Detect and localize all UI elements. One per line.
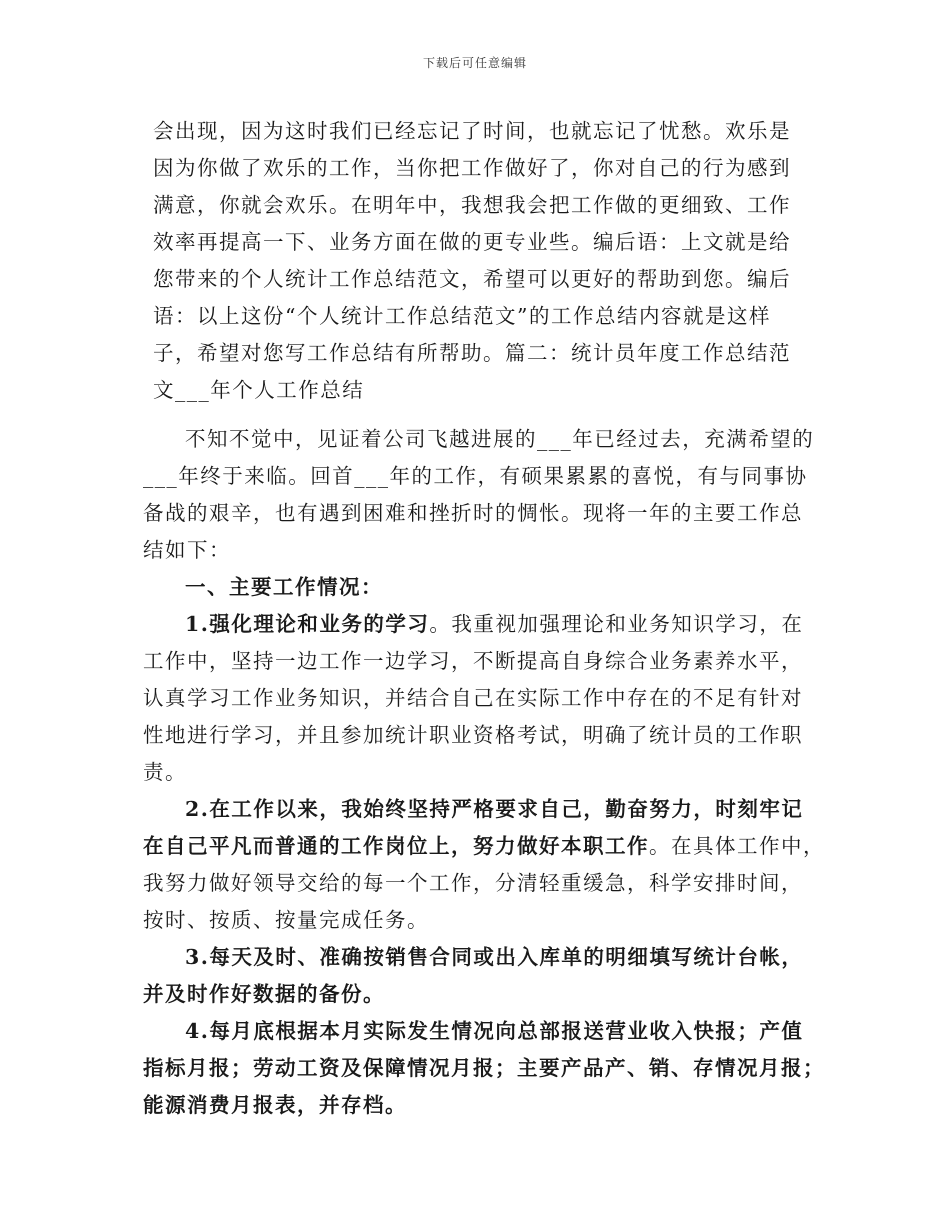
paragraph-continuation xyxy=(143,113,807,409)
text-line: 子，希望对您写工作总结有所帮助。篇二：统计员年度工作总结范 xyxy=(153,341,791,365)
text-line: 语：以上这份“个人统计工作总结范文”的工作总结内容就是这样 xyxy=(153,304,771,328)
text-line: 因为你做了欢乐的工作，当你把工作做好了，你对自己的行为感到 xyxy=(153,156,791,180)
item-4-line: 能源消费月报表，并存档。 xyxy=(143,1093,407,1117)
page-header: 下载后可任意编辑 xyxy=(422,56,527,70)
item-1-text: 。我重视加强理论和业务知识学习，在 xyxy=(429,612,804,636)
text-line: 效率再提高一下、业务方面在做的更专业些。编后语：上文就是给 xyxy=(153,230,791,254)
text-line: 我努力做好领导交给的每一个工作，分清轻重缓急，科学安排时间， xyxy=(143,871,803,895)
text-line: 文___年个人工作总结 xyxy=(153,378,365,402)
text-line: 不知不觉中，见证着公司飞越进展的___年已经过去，充满希望的 xyxy=(185,427,815,451)
text-line: 备战的艰辛，也有遇到困难和挫折时的惆怅。现将一年的主要工作总 xyxy=(143,501,803,525)
item-1-line xyxy=(143,606,807,643)
item-2-line xyxy=(143,828,825,865)
item-4-line: 指标月报；劳动工资及保障情况月报；主要产品产、销、存情况月报； xyxy=(143,1056,825,1080)
text-line: 满意，你就会欢乐。在明年中，我想我会把工作做的更细致、工作 xyxy=(153,193,791,217)
text-line: 工作中，坚持一边工作一边学习，不断提高自身综合业务素养水平， xyxy=(143,649,803,673)
text-line: 性地进行学习，并且参加统计职业资格考试，明确了统计员的工作职 xyxy=(143,723,803,747)
text-line: 责。 xyxy=(143,760,187,784)
document-body xyxy=(143,421,825,1124)
text-line: 按时、按质、按量完成任务。 xyxy=(143,908,429,932)
item-3-line: 并及时作好数据的备份。 xyxy=(143,982,385,1006)
item-2-text: 。在具体工作中， xyxy=(649,834,825,858)
text-line: 您带来的个人统计工作总结范文，希望可以更好的帮助到您。编后 xyxy=(153,267,791,291)
text-line: 认真学习工作业务知识，并结合自己在实际工作中存在的不足有针对 xyxy=(143,686,803,710)
text-line: 会出现，因为这时我们已经忘记了时间，也就忘记了忧愁。欢乐是 xyxy=(153,119,791,143)
item-2-bold-line: 2.在工作以来，我始终坚持严格要求自己，勤奋努力，时刻牢记 xyxy=(185,797,804,821)
text-line: 结如下： xyxy=(143,538,231,562)
section-heading: 一、主要工作情况： xyxy=(185,575,383,599)
text-line: ___年终于来临。回首___年的工作，有硕果累累的喜悦，有与同事协 xyxy=(143,464,808,488)
item-1-bold-title: 1.强化理论和业务的学习 xyxy=(185,612,430,636)
item-3-line: 3.每天及时、准确按销售合同或出入库单的明细填写统计台帐， xyxy=(185,945,804,969)
item-2-bold-title: 在自己平凡而普通的工作岗位上，努力做好本职工作 xyxy=(143,834,649,858)
item-4-line: 4.每月底根据本月实际发生情况向总部报送营业收入快报；产值 xyxy=(185,1019,804,1043)
